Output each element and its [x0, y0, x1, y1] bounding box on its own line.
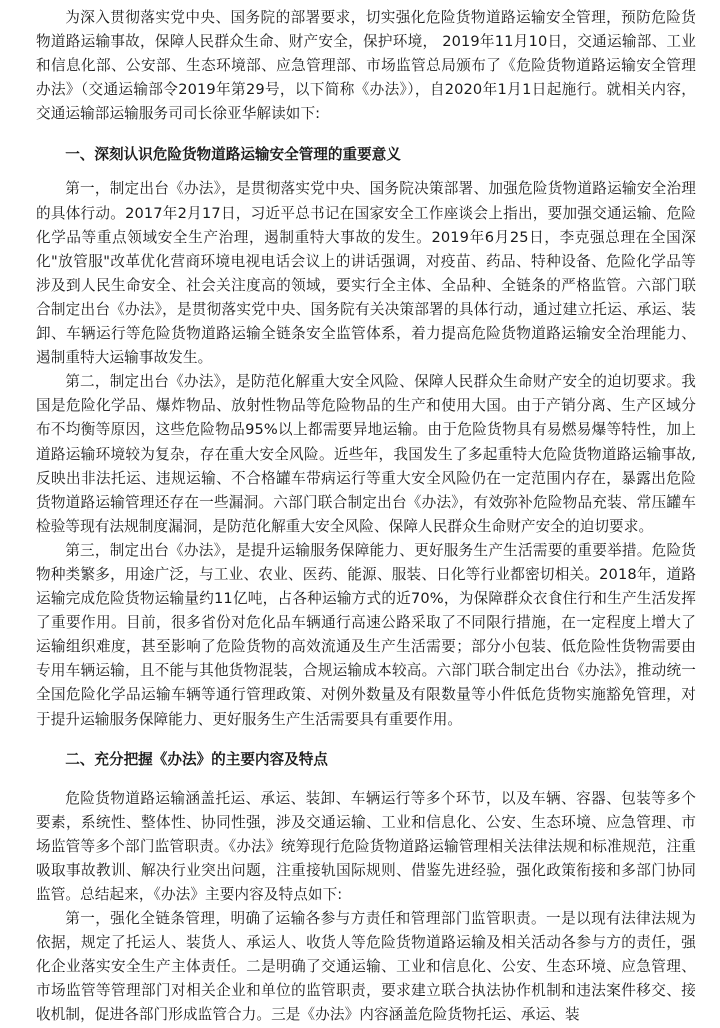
section-2-paragraph-2: 第一，强化全链条管理，明确了运输各参与方责任和管理部门监管职责。一是以现有法律法规为依据，规定了托运人、装货人、承运人、收货人等危险货物道路运输及相关活动各参与方的责任，强化企业落实安全生产主体责任。二是明确了交通运输、工业和信息化、公安、生态环境、应急管理、市场监管等管理部门对相关企业和单位的监管职责，要求建立联合执法协作机制和违法案件移交、接收机制，促进各部门形成监管合力。三是《办法》内容涵盖危险货物托运、承运、装	[36, 910, 696, 1024]
section-1-paragraph-3: 第三，制定出台《办法》，是提升运输服务保障能力、更好服务生产生活需要的重要举措。危险货物种类繁多，用途广泛，与工业、农业、医药、能源、服装、日化等行业都密切相关。2018年，道路运输完成危险货物运输量约11亿吨，占各种运输方式的近70%，为保障群众衣食住行和生产生活发挥了重要作用。目前，很多省份对危化品车辆通行高速公路采取了不同限行措施，在一定程度上增大了运输组织难度，甚至影响了危险货物的高效流通及生产生活需要；部分小包装、低危险性货物需要由专用车辆运输，且不能与其他货物混装，合规运输成本较高。六部门联合制定出台《办法》，推动统一全国危险化学品运输车辆等通行管理政策、对例外数量及有限数量等小件低危货物实施豁免管理，对于提升运输服务保障能力、更好服务生产生活需要具有重要作用。	[36, 541, 696, 728]
section-2-heading: 二、充分把握《办法》的主要内容及特点	[65, 750, 328, 768]
intro-paragraph: 为深入贯彻落实党中央、国务院的部署要求，切实强化危险货物道路运输安全管理，预防危险货物道路运输事故，保障人民群众生命、财产安全，保护环境， 2019年11月10日，交通运输部、工业和信息化部、公安部、生态环境部、应急管理部、市场监管总局颁布了《危险货物道路运输安全管理办法》（交通运输部令2019年第29号，以下简称《办法》），自2020年1月1日起施行。就相关内容，交通运输部运输服务司司长徐亚华解读如下:	[36, 9, 696, 123]
section-2-paragraph-1: 危险货物道路运输涵盖托运、承运、装卸、车辆运行等多个环节，以及车辆、容器、包装等多个要素，系统性、整体性、协同性强，涉及交通运输、工业和信息化、公安、生态环境、应急管理、市场监管等多个部门监管职责。《办法》统筹现行危险货物道路运输管理相关法律法规和标准规范，注重吸取事故教训、解决行业突出问题，注重接轨国际规则、借鉴先进经验，强化政策衔接和多部门协同监管。总结起来，《办法》主要内容及特点如下:	[36, 789, 696, 903]
article-body	[36, 6, 696, 1028]
section-1-heading: 一、深刻认识危险货物道路运输安全管理的重要意义	[65, 146, 401, 164]
section-1-paragraph-1: 第一，制定出台《办法》，是贯彻落实党中央、国务院决策部署、加强危险货物道路运输安全治理的具体行动。2017年2月17日，习近平总书记在国家安全工作座谈会上指出，要加强交通运输、危险化学品等重点领域安全生产治理，遏制重特大事故的发生。2019年6月25日，李克强总理在全国深化"放管服"改革优化营商环境电视电话会议上的讲话强调，对疫苗、药品、特种设备、危险化学品等涉及到人民生命安全、社会关注度高的领域，要实行全主体、全品种、全链条的严格监管。六部门联合制定出台《办法》，是贯彻落实党中央、国务院有关决策部署的具体行动，通过建立托运、承运、装卸、车辆运行等危险货物道路运输全链条安全监管体系，着力提高危险货物道路运输安全治理能力、遏制重特大运输事故发生。	[36, 180, 696, 367]
section-1-paragraph-2: 第二，制定出台《办法》，是防范化解重大安全风险、保障人民群众生命财产安全的迫切要求。我国是危险化学品、爆炸物品、放射性物品等危险物品的生产和使用大国。由于产销分离、生产区域分布不均衡等原因，这些危险物品95%以上都需要异地运输。由于危险货物具有易燃易爆等特性，加上道路运输环境较为复杂，存在重大安全风险。近些年，我国发生了多起重特大危险货物道路运输事故,反映出非法托运、违规运输、不合格罐车带病运行等重大安全风险仍在一定范围内存在，暴露出危险货物道路运输管理还存在一些漏洞。六部门联合制定出台《办法》，有效弥补危险物品充装、常压罐车检验等现有法规制度漏洞，是防范化解重大安全风险、保障人民群众生命财产安全的迫切要求。	[36, 373, 696, 535]
